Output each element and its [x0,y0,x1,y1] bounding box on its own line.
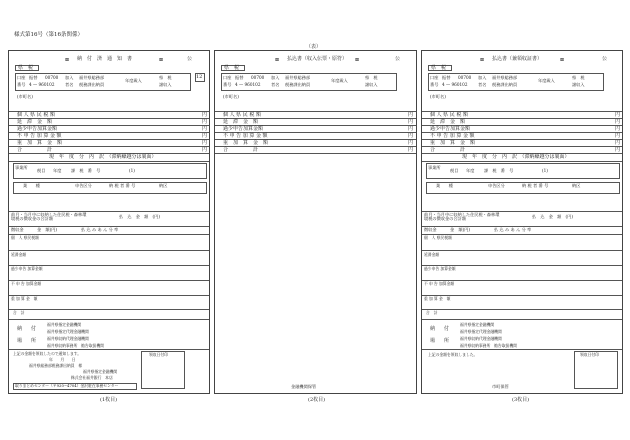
cross-box-icon: ⊠ [355,57,360,63]
panel-receipt: ⊠ 払込書（兼領収証書） ⊠ 公 県 税 口座 番号 振替 00700 4 — 960102 加入 者名 福井県総務部 税務課出納員 年度歳入 県 税 諸収入 (市町名) 個 人 県 民 税 額 円 延 滞 金 額 円 過少申告加算金額 円 不 申 告 加 算 金 額 円 重 加 算 金 額 円 合 計 円 現 年 度 分 内 訳 （滞納繰越分は裏面） 事業所 税目 年度 課 税 番 号 (1) 業 種 申告区分 納 税 者 番 号 納区 前月・当月中に収納した住民税・森林環境税の徴収金の合計額 払 込 金 額 (円) 徴収金 金 額(円) 払 込 み あ ん 分 率 個 人 県民税額 延滞金額 過少申告 加算金額 不 申 告 加算金額 重 加 算 金 額 合 計 納 付 場 所 福井県指定金融機関 福井県指定代理金融機関 福井県収納代理金融機関 福井県収納事務所 勧告取扱機関 上記の金額を領収しました。 領収日付印 市町保管 [421,50,623,394]
copy-label-3: (3枚目) [512,397,530,403]
ken-label: 県 税 [18,65,34,71]
breakdown-title: 現 年 度 分 内 訳 （滞納繰越分は裏面） [49,154,157,160]
cross-box-icon: ⊠ [275,57,280,63]
footer-text: 金融機関保管 [291,384,317,389]
panel-title: 納 付 済 通 知 書 [77,56,133,62]
copy-label-2: (2枚目) [308,397,326,403]
panel-title: 払込書（兼領収証書） [492,56,543,62]
cross-box-icon: ⊠ [65,57,70,63]
cross-box-icon: ⊠ [480,57,485,63]
panel-notice: ⊠ 納 付 済 通 知 書 ⊠ 公 県 税 12 口座 番号 振替 00700 4 — 960102 加入 者名 福井県総務部 税務課出納員 年度歳入 県 税 諸収入 (市町名) 個 人 県 民 税 額 円 延 滞 金 額 円 過少申告加算金額 円 不 申 告 加 算 金 額 円 重 加 算 金 額 円 合 計 円 現 年 度 分 内 訳 （滞納繰越分は裏面） 事業所 税目 年度 課 税 番 号 (1) 業 種 申告区分 納 税 者 番 号 納区 前月・当月中に収納した住民税・森林環境税の徴収金の合計額 払 込 金 額 (円) 徴収金 金 額(円) 払 込 み あ ん 分 率 個 人 県民税額 延滞金額 過少申告 加算金額 不 申 告 加算金額 重 加 算 金 額 合 計 納 付 場 所 福井県指定金融機関 福井県指定代理金融機関 福井県収納代理金融機関 福井県収納事務所 勧告取扱機関 上記の金額を領収したので通知します。 年 月 日 福井県総務部税務課出納員 様 福井県指定金融機関 株式会社福井銀行 本店 領収日付印 取りまとめセンター（〒920−4704）金沢駐在事務センター [8,50,210,394]
town-label: (市町名) [17,94,33,99]
panel-payment-stub: ⊠ 払込書（収入伝票・原符） ⊠ 公 県 税 口座 番号 振替 00700 4 — 960102 加入 者名 福井県総務部 税務課出納員 年度歳入 県 税 諸収入 (市町名) 個 人 県 民 税 額 円 延 滞 金 額 円 過少申告加算金額 円 不 申 告 加 算 金 額 円 重 加 算 金 額 円 合 計 円 金融機関保管 [214,50,417,394]
copy-label-1: (1枚目) [100,397,118,403]
cross-box-icon: ⊠ [560,57,565,63]
cross-box-icon: ⊠ [159,57,164,63]
panel-title: 払込書（収入伝票・原符） [287,56,348,62]
form-title: 様式第16号（第16条関係） [14,32,83,38]
number-12: 12 [196,74,203,80]
front-label: （表） [306,44,322,50]
circle-mark: 公 [187,56,193,62]
